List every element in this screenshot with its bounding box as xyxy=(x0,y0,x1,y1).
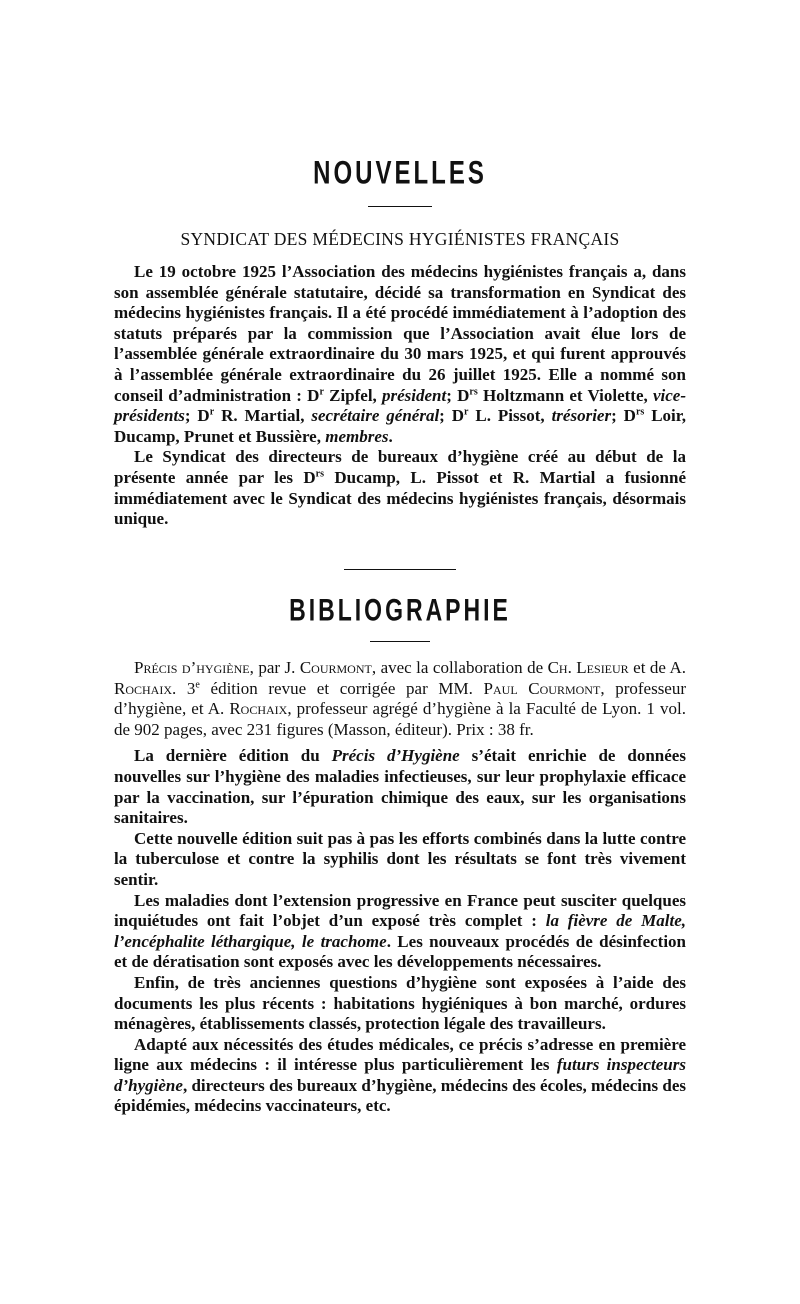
section-divider xyxy=(344,569,456,570)
nouvelles-section xyxy=(114,155,686,192)
nouvelles-rule xyxy=(368,206,432,207)
nouvelles-body xyxy=(114,262,686,530)
review-paragraph-3: Les maladies dont l’extension progressive en France peut susciter quelques inquiétudes ont fait l’objet d’un exposé très complet : la fièvre de Malte, l’encéphalite léthargique, le trachome. Les nouveaux procédés de désinfection et de dératisation sont exposés avec les développements nécessaires. xyxy=(114,890,687,972)
bibliographie-heading: BIBLIOGRAPHIE xyxy=(289,592,511,628)
nouvelles-heading: NOUVELLES xyxy=(313,155,487,192)
syndicat-subheading: SYNDICAT DES MÉDECINS HYGIÉNISTES FRANÇAIS xyxy=(180,229,620,249)
review-paragraph-4: Enfin, de très anciennes questions d’hygiène sont exposées à l’aide des documents les plus récents : habitations hygiéniques à bon marché, ordures ménagères, établissements classés, protection légale des travailleurs. xyxy=(114,972,686,1034)
bibliographie-section xyxy=(114,592,686,628)
bibliographie-body xyxy=(114,658,686,1117)
review-paragraph-1: La dernière édition du Précis d’Hygiène s’était enrichie de données nouvelles sur l’hygiène des maladies infectieuses, sur leur prophylaxie efficace par la vaccination, sur l’épuration chimique des eaux, sur les organisations sanitaires. xyxy=(114,746,686,828)
nouvelles-paragraph-2: Le Syndicat des directeurs de bureaux d’hygiène créé au début de la présente année par les $D^{rs}$ Ducamp, L. Pissot et R. Martial a fusionné immédiatement avec le Syndicat des médecins hygiénistes français, désormais unique. xyxy=(114,447,686,529)
bibliographie-rule xyxy=(370,641,430,642)
review-paragraph-5: Adapté aux nécessités des études médicales, ce précis s’adresse en première ligne aux médecins : il intéresse plus particulièrement les futurs inspecteurs d’hygiène, directeurs des bureaux d’hygiène, médecins des écoles, médecins des épidémies, médecins vaccinateurs, etc. xyxy=(114,1034,686,1116)
nouvelles-paragraph-1: Le 19 octobre 1925 l’Association des médecins hygiénistes français a, dans son assemblée générale statutaire, décidé sa transformation en Syndicat des médecins hygiénistes français. Il a été procédé immédiatement à l’adoption des statuts préparés par la commission que l’Association avait élue lors de l’assemblée générale extraordinaire du 30 mars 1925, et qui furent approuvés à l’assemblée générale extraordinaire du 26 juillet 1925. Elle a nommé son conseil d’administration : $D^r$ Zipfel, président; $D^{rs}$ Holtzmann et Violette, vice-présidents; $D^r$ R. Martial, secrétaire général; $D^r$ L. Pissot, trésorier; $D^{rs}$ Loir, Ducamp, Prunet et Bussière, membres. xyxy=(114,262,686,446)
book-entry: Précis d’hygiène, par J. Courmont, avec la collaboration de Ch. Lesieur et de A. Rochaix. 3e édition revue et corrigée par MM. Paul Courmont, professeur d’hygiène, et A. Rochaix, professeur agrégé d’hygiène à la Faculté de Lyon. 1 vol. de 902 pages, avec 231 figures (Masson, éditeur). Prix : 38 fr. xyxy=(114,658,687,739)
review-paragraph-2: Cette nouvelle édition suit pas à pas les efforts combinés dans la lutte contre la tuberculose et contre la syphilis dont les résultats se font très vivement sentir. xyxy=(114,828,686,889)
